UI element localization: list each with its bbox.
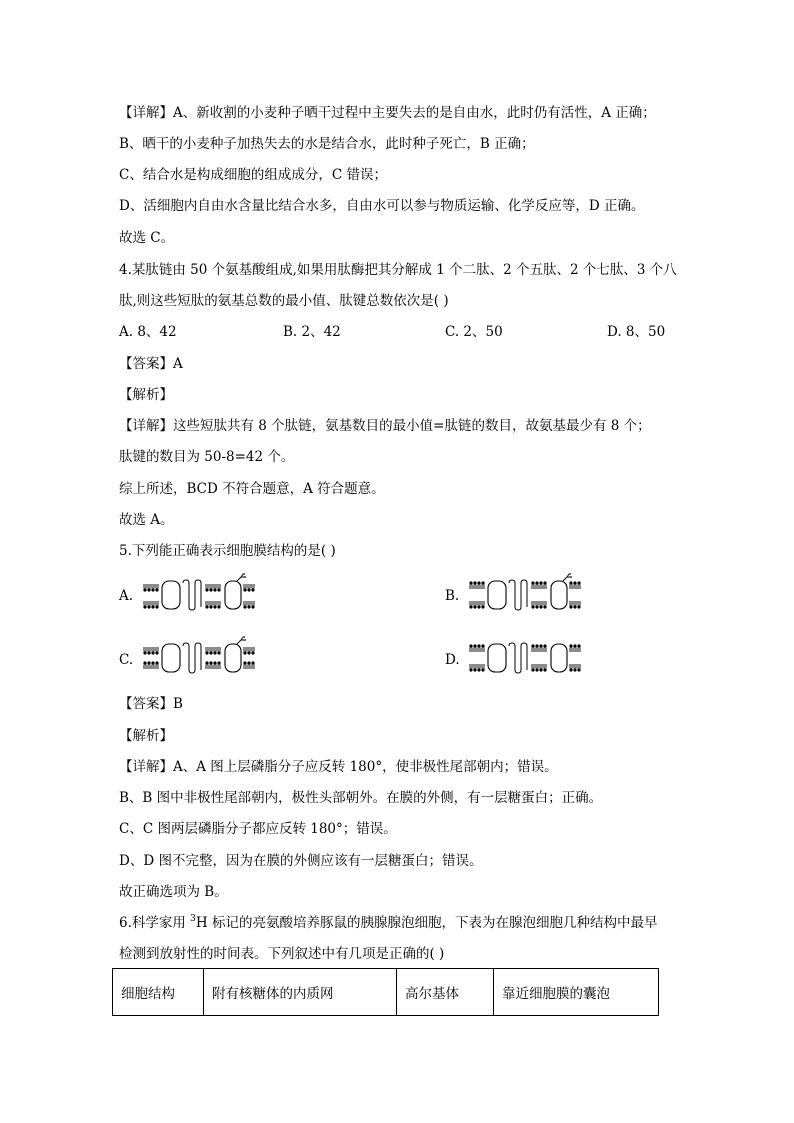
answer-label: 【答案】A — [119, 356, 183, 372]
question-6-stem — [119, 914, 679, 932]
table-cell: 细胞结构 — [113, 969, 204, 1016]
membrane-diagram-c — [141, 636, 281, 680]
question-4-stem-cont: 肽,则这些短肽的氨基总数的最小值、肽键总数依次是( ) — [119, 293, 449, 309]
q4-option-a: A. 8、42 — [119, 324, 177, 340]
question-6-stem-cont: 检测到放射性的时间表。下列叙述中有几项是正确的( ) — [119, 946, 445, 962]
q4-option-c: C. 2、50 — [445, 324, 503, 340]
membrane-diagram-b — [467, 573, 607, 617]
text-line: C、结合水是构成细胞的组成成分，C 错误； — [119, 167, 387, 183]
text-line: 肽键的数目为 50-8=42 个。 — [119, 449, 295, 465]
question-5-stem: 5.下列能正确表示细胞膜结构的是( ) — [119, 543, 336, 559]
analysis-label: 【解析】 — [119, 728, 173, 744]
membrane-diagram-a — [141, 573, 281, 617]
text-line: 综上所述，BCD 不符合题意，A 符合题意。 — [119, 481, 385, 497]
table-cell: 高尔基体 — [397, 969, 494, 1016]
q5-option-d-label: D. — [445, 652, 460, 668]
membrane-diagram-d — [467, 636, 607, 680]
text-line: D、活细胞内自由水含量比结合水多，自由水可以参与物质运输、化学反应等，D 正确。 — [119, 198, 645, 214]
isotope-superscript: 3 — [190, 913, 196, 924]
text-line: D、D 图不完整，因为在膜的外侧应该有一层糖蛋白；错误。 — [119, 853, 483, 869]
table-cell: 靠近细胞膜的囊泡 — [494, 969, 659, 1016]
analysis-label: 【解析】 — [119, 387, 173, 403]
text-line: 故选 A。 — [119, 512, 174, 528]
text-line: C、C 图两层磷脂分子都应反转 180°；错误。 — [119, 821, 397, 837]
text-line: 【详解】A、新收割的小麦种子晒干过程中主要失去的是自由水，此时仍有活性，A 正确； — [119, 105, 656, 121]
q5-option-a-label: A. — [119, 588, 134, 604]
text-line: B、晒干的小麦种子加热失去的水是结合水，此时种子死亡，B 正确； — [119, 136, 535, 152]
q4-option-d: D. 8、50 — [607, 324, 666, 340]
q5-option-c-label: C. — [119, 652, 134, 668]
q6-text-post: H 标记的亮氨酸培养豚鼠的胰腺腺泡细胞，下表为在腺泡细胞几种结构中最早 — [195, 915, 658, 931]
text-line: 故正确选项为 B。 — [119, 884, 228, 900]
text-line: 故选 C。 — [119, 230, 175, 246]
table-row — [113, 969, 659, 1016]
text-line: 【详解】A、A 图上层磷脂分子应反转 180°，使非极性尾部朝内；错误。 — [119, 759, 558, 775]
table-cell: 附有核糖体的内质网 — [204, 969, 397, 1016]
answer-label: 【答案】B — [119, 696, 183, 712]
time-table — [112, 968, 659, 1016]
text-line: B、B 图中非极性尾部朝内，极性头部朝外。在膜的外侧，有一层糖蛋白；正确。 — [119, 790, 603, 806]
q5-option-b-label: B. — [445, 588, 460, 604]
q6-text-pre: 6.科学家用 — [119, 915, 191, 931]
q4-option-b: B. 2、42 — [283, 324, 341, 340]
text-line: 【详解】这些短肽共有 8 个肽链，氨基数目的最小值=肽链的数目，故氨基最少有 8 个； — [119, 418, 651, 434]
question-4-stem: 4.某肽链由 50 个氨基酸组成,如果用肽酶把其分解成 1 个二肽、2 个五肽、2 个七肽、3 个八 — [119, 262, 677, 278]
